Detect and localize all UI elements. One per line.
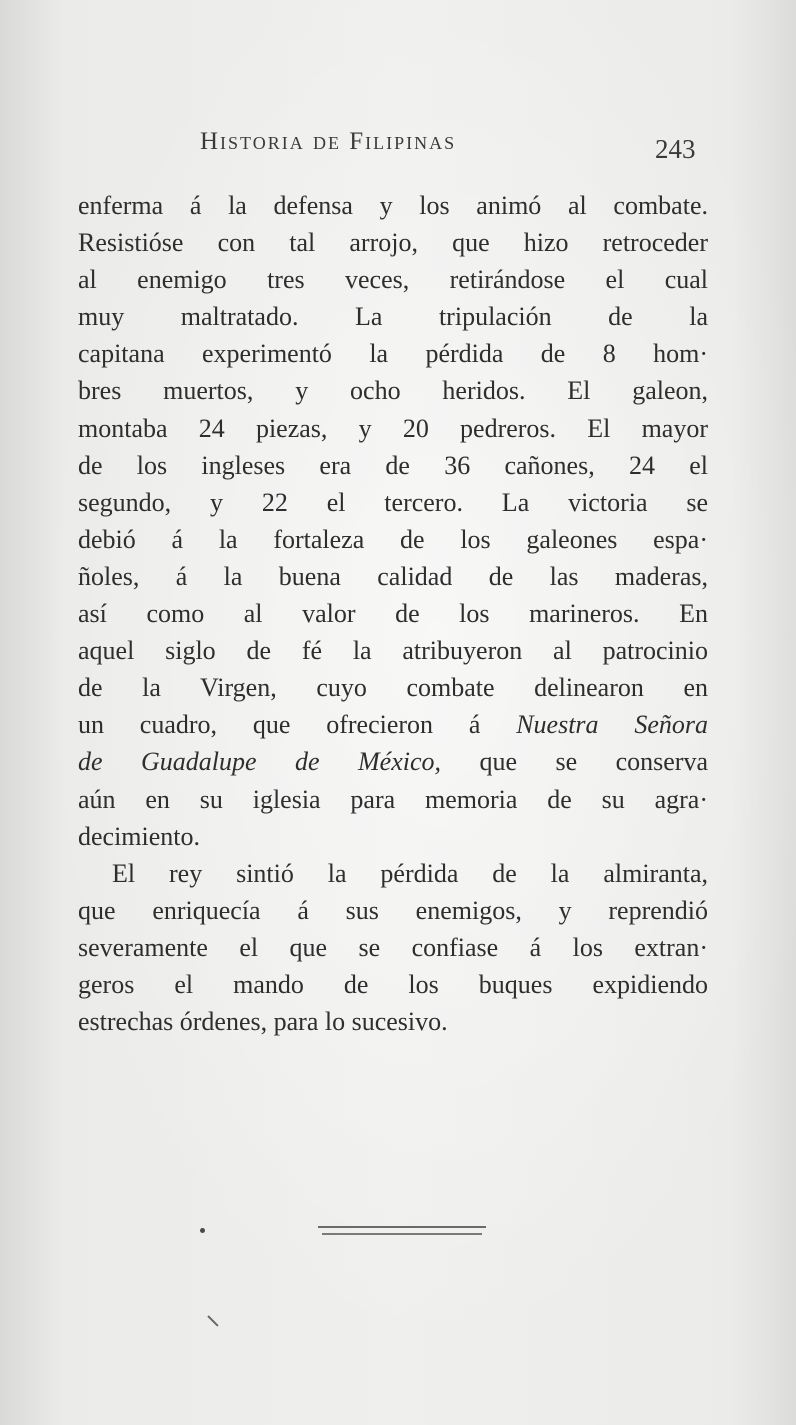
text-line: aún en su iglesia para memoria de su agra· xyxy=(78,784,708,814)
text-line: de los ingleses era de 36 cañones, 24 el xyxy=(78,450,708,480)
text-line: al enemigo tres veces, retirándose el cual xyxy=(78,265,708,295)
text-line: bres muertos, y ocho heridos. El galeon, xyxy=(78,376,708,406)
text-segment: un cuadro, que ofrecieron á xyxy=(78,710,481,740)
page-number: 243 xyxy=(655,134,696,164)
body-text xyxy=(78,187,708,1040)
text-line: estrechas órdenes, para lo sucesivo. xyxy=(78,1007,448,1037)
text-line: debió á la fortaleza de los galeones espa· xyxy=(78,524,708,554)
text-line: enferma á la defensa y los animó al combate. xyxy=(78,191,708,220)
text-line: Resistióse con tal arrojo, que hizo retroceder xyxy=(78,228,708,258)
end-ornament-rule xyxy=(318,1226,486,1240)
text-line: de la Virgen, cuyo combate delinearon en xyxy=(78,673,708,703)
text-line: ñoles, á la buena calidad de las maderas, xyxy=(78,561,708,591)
text-segment: que se conserva xyxy=(479,747,709,777)
text-line: decimiento. xyxy=(78,821,201,851)
ink-speck xyxy=(200,1228,205,1233)
text-line xyxy=(78,706,708,743)
italic-title: de Guadalupe de México, xyxy=(78,747,442,777)
ornament-line xyxy=(318,1226,486,1228)
text-line: muy maltratado. La tripulación de la xyxy=(78,302,708,332)
text-line: así como al valor de los marineros. En xyxy=(78,599,708,629)
text-line: geros el mando de los buques expidiendo xyxy=(78,969,708,999)
text-line: capitana experimentó la pérdida de 8 hom· xyxy=(78,339,708,369)
ornament-line xyxy=(322,1233,482,1235)
text-line: montaba 24 piezas, y 20 pedreros. El mayor xyxy=(78,413,708,443)
text-line xyxy=(78,743,708,780)
text-line: que enriquecía á sus enemigos, y reprendió xyxy=(78,895,708,925)
stray-mark xyxy=(207,1315,218,1326)
text-line: segundo, y 22 el tercero. La victoria se xyxy=(78,487,708,517)
text-line: severamente el que se confiase á los extran· xyxy=(78,932,708,962)
italic-title: Nuestra Señora xyxy=(516,710,709,740)
text-line: aquel siglo de fé la atribuyeron al patrocinio xyxy=(78,636,708,666)
running-title: Historia de Filipinas xyxy=(200,128,457,155)
paragraph-first-line: El rey sintió la pérdida de la almiranta, xyxy=(112,858,708,888)
page-header xyxy=(0,128,796,168)
